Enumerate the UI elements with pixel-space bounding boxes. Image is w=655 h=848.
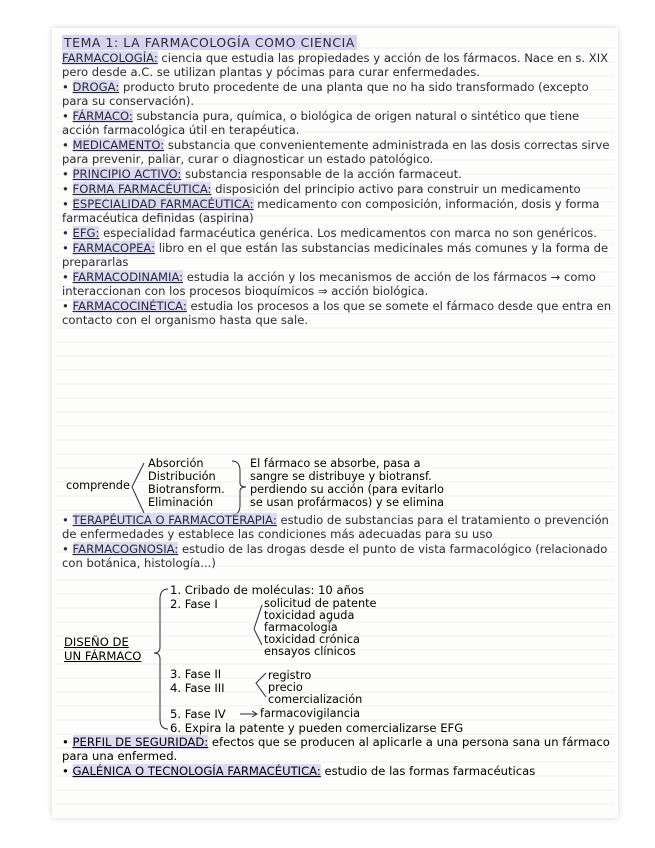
notes-body-3 [62,735,612,779]
design-label-line2: UN FÁRMACO [64,649,142,663]
pk-note-line: El fármaco se absorbe, pasa a [250,457,421,470]
entry-galenica: • GALÉNICA O TECNOLOGÍA FARMACÉUTICA: estudio de las formas farmacéuticas [62,764,536,778]
entry-efg: • EFG: especialidad farmacéutica genérica. Los medicamentos con marca no son genéricos. [62,226,597,240]
phase1-item: ensayos clínicos [264,645,356,658]
entry-farmacopea: • FARMACOPEA: libro en el que están las substancias medicinales más comunes y la forma de prepararlas [62,241,609,269]
entry-farmacocinetica: • FARMACOCINÉTICA: estudia los procesos a los que se somete el fármaco desde que entra en contacto con el organismo hasta que sale. [62,299,612,327]
comprende-label: comprende [66,479,130,492]
pk-note-line: sangre se distribuye y biotransf. [250,470,432,483]
entry-farmacodinamia: • FARMACODINAMIA: estudia la acción y los mecanismos de acción de los fármacos → como interaccionan con los procesos bioquímicos ⇒ acción biológica. [62,270,596,298]
entry-principio-activo: • PRINCIPIO ACTIVO: substancia responsable de la acción farmaceut. [62,167,462,181]
design-step: 3. Fase II [170,667,222,681]
pk-note-line: perdiendo su acción (para evitarlo [250,483,444,496]
design-step: 6. Expira la patente y pueden comercializarse EFG [170,721,464,735]
phase1-item: toxicidad aguda [264,609,355,622]
stage-eliminacion: Eliminación [148,496,214,509]
notes-body [62,34,612,328]
entry-terapeutica: • TERAPÉUTICA O FARMACOTERAPIA: estudio de substancias para el tratamiento o prevención de enfermedades y establece las condiciones más adecuadas para su uso [62,513,609,541]
phase3-item: registro [268,669,312,682]
stage-distribucion: Distribución [148,470,216,483]
phase1-item: solicitud de patente [264,597,377,610]
pk-note-line: se usan profármacos) y se elimina [250,496,445,509]
design-step: 2. Fase I [170,597,218,611]
entry-farmaco: • FÁRMACO: substancia pura, química, o biológica de origen natural o sintético que tiene acción farmacológica útil en terapéutica. [62,109,580,137]
notebook-page [52,28,618,818]
entry-especialidad-farmaceutica: • ESPECIALIDAD FARMACÉUTICA: medicamento con composición, información, dosis y forma farmacéutica definidas (aspirina) [62,197,600,225]
entry-droga: • DROGA: producto bruto procedente de una planta que no ha sido transformado (excepto para su conservación). [62,80,589,108]
entry-medicamento: • MEDICAMENTO: substancia que convenientemente administrada en las dosis correctas sirve para prevenir, paliar, curar o diagnosticar un estado patológico. [62,138,610,166]
entry-farmacologia: FARMACOLOGÍA: ciencia que estudia las propiedades y acción de los fármacos. Nace en s. XIX pero desde a.C. se utilizan plantas y pócimas para curar enfermedades. [62,51,609,79]
design-step: 5. Fase IV [170,707,226,721]
drug-design-diagram [60,583,610,743]
phase3-item: precio [268,681,303,694]
stage-biotransformacion: Biotransform. [148,483,225,496]
design-label-line1: DISEÑO DE [64,635,129,649]
phase1-item: toxicidad crónica [264,633,360,646]
phase3-item: comercialización [268,693,363,706]
stage-absorcion: Absorción [148,457,204,470]
pharmacokinetics-diagram [60,457,610,521]
phase4-item: farmacovigilancia [260,707,361,720]
notes-body-2 [62,513,612,571]
entry-perfil-seguridad: • PERFIL DE SEGURIDAD: efectos que se producen al aplicarle a una persona sana un fármaco para una enfermed. [62,735,610,763]
entry-forma-farmaceutica: • FORMA FARMACÉUTICA: disposición del principio activo para construir un medicamento [62,182,581,196]
design-step: 1. Cribado de moléculas: 10 años [170,583,365,597]
design-step: 4. Fase III [170,681,225,695]
page-title: TEMA 1: LA FARMACOLOGÍA COMO CIENCIA [64,35,355,50]
phase1-item: farmacología [264,621,338,634]
entry-farmacognosia: • FARMACOGNOSIA: estudio de las drogas desde el punto de vista farmacológico (relacionado con botánica, histología...) [62,542,608,570]
